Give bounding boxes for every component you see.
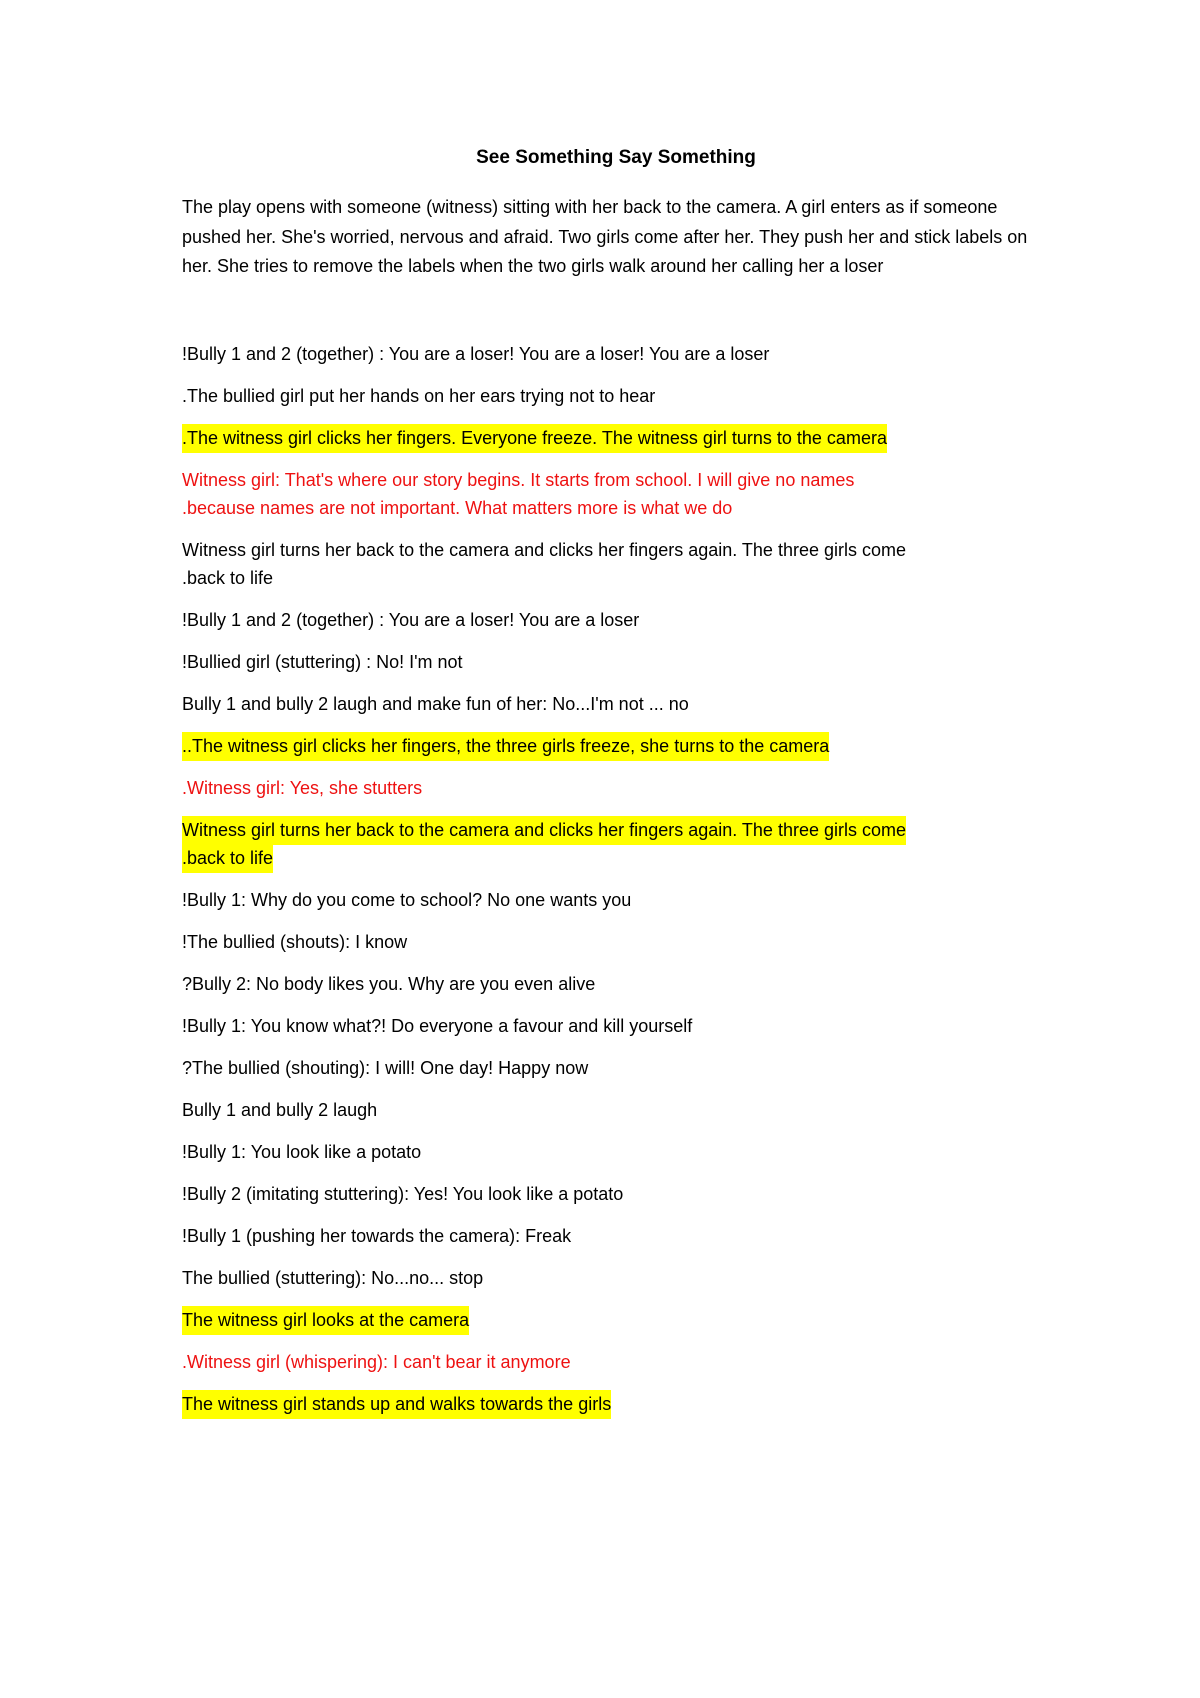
script-line: !Bully 1 and 2 (together) : You are a loser! You are a loser xyxy=(182,610,640,630)
script-line: Bully 1 and bully 2 laugh xyxy=(182,1100,378,1120)
script-line: ?Bully 2: No body likes you. Why are you even alive xyxy=(182,974,596,994)
script-line-red: .Witness girl: Yes, she stutters xyxy=(182,778,423,798)
script-line-red: .because names are not important. What matters more is what we do xyxy=(182,498,733,518)
script-line-red: Witness girl: That's where our story begins. It starts from school. I will give no names xyxy=(182,470,855,490)
intro-paragraph: The play opens with someone (witness) sitting with her back to the camera. A girl enters as if someone pushed her. She's worried, nervous and afraid. Two girls come after her. They push her and stick labels on her. She tries to remove the labels when the two girls walk around her calling her a loser xyxy=(182,197,1028,276)
script-line: !Bully 2 (imitating stuttering): Yes! You look like a potato xyxy=(182,1184,624,1204)
script-line: The bullied (stuttering): No...no... stop xyxy=(182,1268,484,1288)
script-line: Witness girl turns her back to the camera and clicks her fingers again. The three girls come xyxy=(182,540,906,560)
script-line-highlighted: Witness girl turns her back to the camera and clicks her fingers again. The three girls come xyxy=(182,816,906,845)
script-line-highlighted: ..The witness girl clicks her fingers, the three girls freeze, she turns to the camera xyxy=(182,732,829,761)
script-line: !Bully 1: Why do you come to school? No one wants you xyxy=(182,890,632,910)
script-line-highlighted: .back to life xyxy=(182,844,273,873)
script-line-highlighted: .The witness girl clicks her fingers. Everyone freeze. The witness girl turns to the camera xyxy=(182,424,887,453)
script-line: !Bully 1: You look like a potato xyxy=(182,1142,422,1162)
script-line: .The bullied girl put her hands on her ears trying not to hear xyxy=(182,386,656,406)
script-line: !Bullied girl (stuttering) : No! I'm not xyxy=(182,652,463,672)
script-line: .back to life xyxy=(182,568,274,588)
script-line: !Bully 1 and 2 (together) : You are a loser! You are a loser! You are a loser xyxy=(182,344,770,364)
script-line-highlighted: The witness girl looks at the camera xyxy=(182,1306,469,1335)
script-line: ?The bullied (shouting): I will! One day! Happy now xyxy=(182,1058,589,1078)
script-line: !The bullied (shouts): I know xyxy=(182,932,408,952)
script-line: Bully 1 and bully 2 laugh and make fun of her: No...I'm not ... no xyxy=(182,694,689,714)
script-line-red: .Witness girl (whispering): I can't bear it anymore xyxy=(182,1352,571,1372)
script-line-highlighted: The witness girl stands up and walks towards the girls xyxy=(182,1390,611,1419)
script-line: !Bully 1 (pushing her towards the camera): Freak xyxy=(182,1226,572,1246)
page-title: See Something Say Something xyxy=(476,147,756,168)
script-line: !Bully 1: You know what?! Do everyone a favour and kill yourself xyxy=(182,1016,693,1036)
